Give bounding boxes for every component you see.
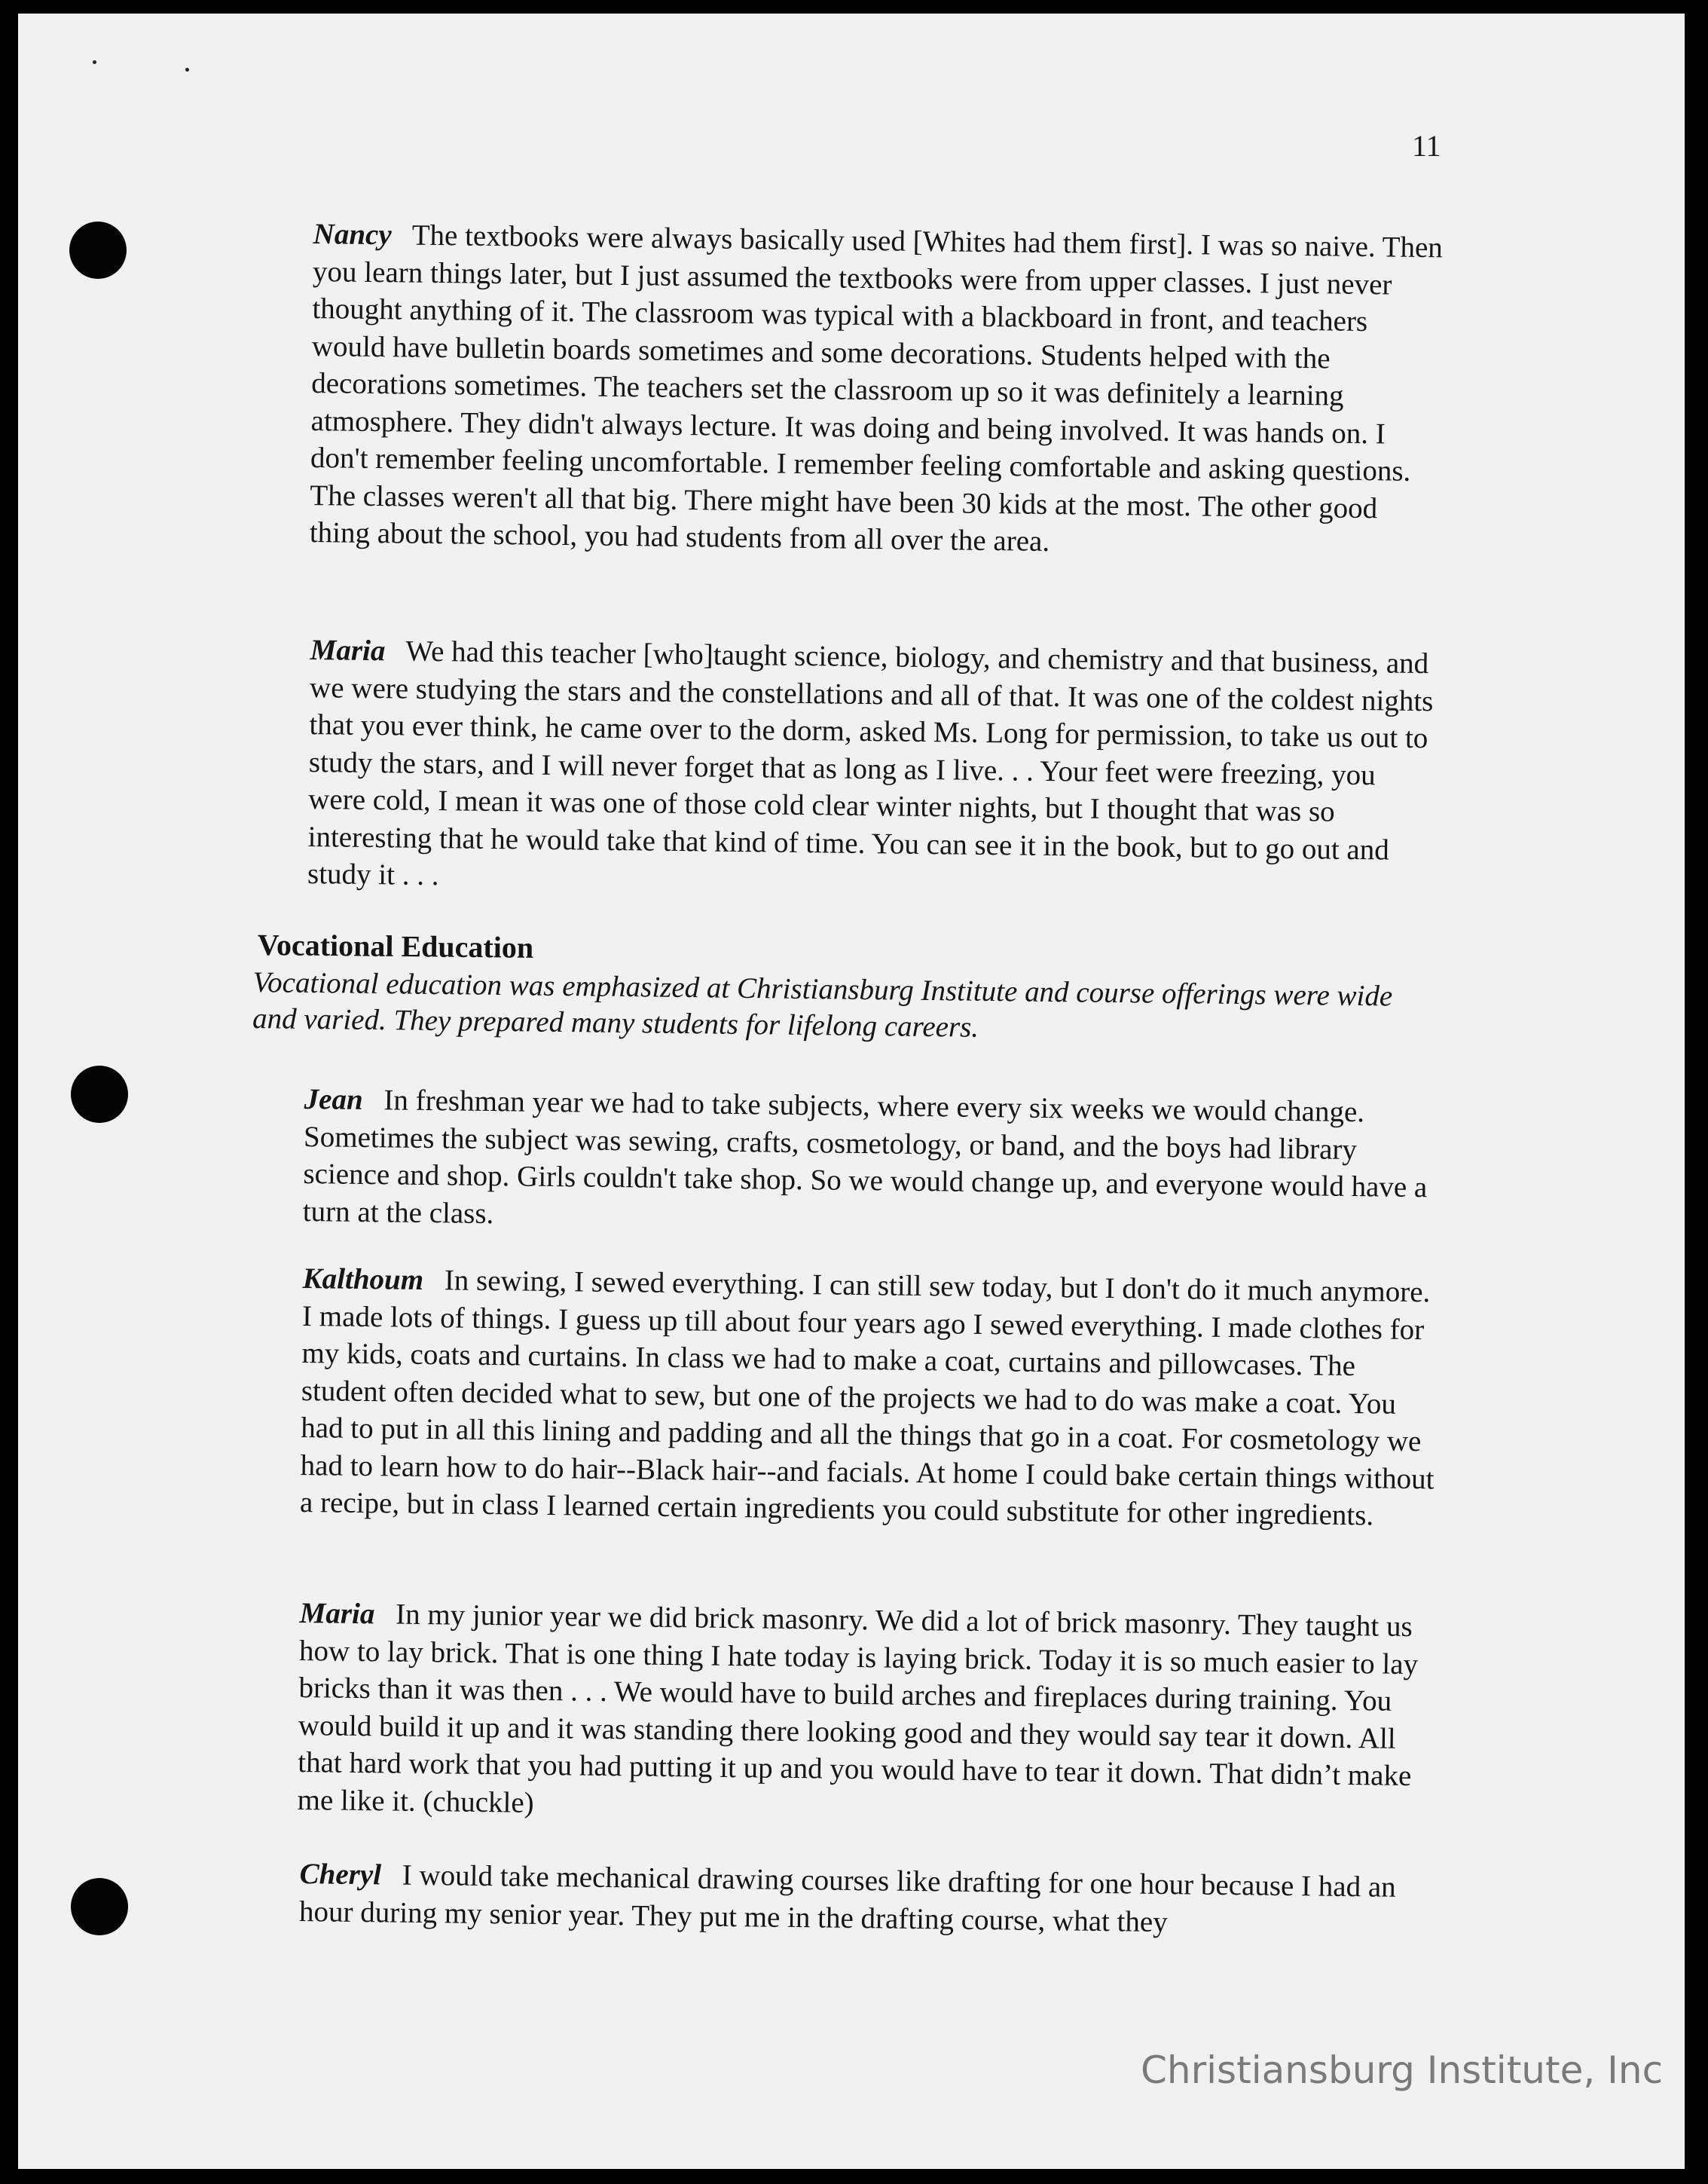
watermark: Christiansburg Institute, Inc — [1141, 2048, 1664, 2092]
section-intro: Vocational education was emphasized at Christiansburg Institute and course offerings were wide and varied. They prepared many students for lifelong careers. — [252, 965, 1393, 1044]
speaker-name: Cheryl — [299, 1857, 382, 1892]
transcript-paragraph — [297, 1595, 1430, 1832]
page-number: 11 — [1412, 129, 1441, 163]
speaker-name: Kalthoum — [302, 1262, 424, 1296]
speaker-name: Maria — [310, 633, 386, 668]
speaker-name: Jean — [304, 1082, 363, 1116]
punch-hole — [71, 1878, 128, 1935]
transcript-paragraph — [300, 1260, 1441, 1535]
paragraph-text: In freshman year we had to take subjects, where every six weeks we would change. Sometimes the subject was sewing, crafts, cosmetology, or band, and the boys had library science and shop. Girls couldn't take shop. So we would change up, and everyone would have a turn at the class. — [302, 1084, 1428, 1230]
paragraph-text: In sewing, I sewed everything. I can still sew today, but I don't do it much anymore. I made lots of things. I guess up till about four years ago I sewed everything. I made clothes for my kids, coats and curtains. In class we had to make a coat, curtains and pillowcases. The student often decided what to sew, but one of the projects we had to do was make a coat. You had to put in all this lining and padding and all the things that go in a coat. For cosmetology we had to learn how to do hair--Black hair--and facials. At home I could bake certain things without a recipe, but in class I learned certain ingredients you could substitute for other ingredients. — [299, 1264, 1435, 1532]
paragraph-text: The textbooks were always basically used [Whites had them first]. I was so naive. Then you learn things later, but I just assumed the textbooks were from upper classes. I just never thought anything of it. The classroom was typical with a blackboard in front, and teachers would have bulletin boards sometimes and some decorations. Students helped with the decorations sometimes. The teachers set the classroom up so it was definitely a learning atmosphere. They didn't always lecture. It was doing and being involved. It was hands on. I don't remember feeling uncomfortable. I remember feeling comfortable and asking questions. The classes weren't all that big. There might have been 30 kids at the most. The other good thing about the school, you had students from all over the area. — [309, 219, 1444, 558]
paper-speck — [185, 68, 189, 72]
speaker-name: Nancy — [313, 217, 392, 252]
paper-speck — [93, 60, 96, 64]
speaker-name: Maria — [299, 1596, 375, 1631]
punch-hole — [69, 222, 127, 279]
transcript-paragraph — [310, 216, 1444, 565]
transcript-paragraph — [307, 632, 1441, 907]
paragraph-text: We had this teacher [who]taught science, biology, and chemistry and that business, and we were studying the stars and the constellations and all of that. It was one of the coldest nights that you ever think, he came over to the dorm, asked Ms. Long for permission, to take us out to study the stars, and I will never forget that as long as I live. . . Your feet were freezing, you were cold, I mean it was one of those cold clear winter nights, but I thought that was so interesting that he would take that kind of time. You can see it in the book, but to go out and study it . . . — [307, 635, 1434, 892]
transcript-paragraph — [299, 1855, 1438, 1944]
paragraph-text: In my junior year we did brick masonry. We did a lot of brick masonry. They taught us how to lay brick. That is one thing I hate today is laying brick. Today it is so much easier to lay bricks than it was then . . . We would have to build arches and fireplaces during training. You would build it up and it was standing there looking good and they would say tear it down. All that hard work that you had putting it up and you would have to tear it down. That didn’t make me like it. (chuckle) — [297, 1598, 1419, 1819]
document-page — [18, 14, 1685, 2169]
transcript-paragraph — [303, 1081, 1435, 1243]
section-heading: Vocational Education — [257, 928, 534, 965]
paragraph-text: I would take mechanical drawing courses like drafting for one hour because I had an hour during my senior year. They put me in the drafting course, what they — [298, 1858, 1396, 1938]
punch-hole — [71, 1066, 128, 1123]
